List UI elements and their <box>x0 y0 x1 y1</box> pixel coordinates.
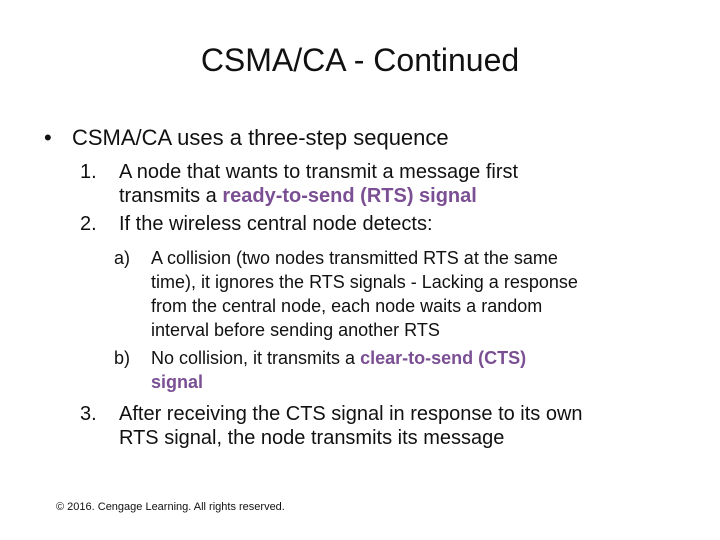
sub-item-body <box>151 246 691 342</box>
sub-item-line <box>151 346 691 370</box>
slide-title: CSMA/CA - Continued <box>200 42 520 78</box>
step-number: 3. <box>80 403 97 425</box>
copyright-footer: © 2016. Cengage Learning. All rights reserved. <box>56 501 285 513</box>
cts-highlight: clear-to-send (CTS) <box>360 348 527 368</box>
sub-item-letter: a) <box>114 248 131 268</box>
sub-item-letter: b) <box>114 348 131 368</box>
sub-item-body <box>151 346 691 394</box>
step-body: If the wireless central node detects: <box>119 213 433 235</box>
sub-item-line: interval before sending another RTS <box>151 320 440 340</box>
step-body <box>119 402 699 450</box>
step-body <box>119 160 699 208</box>
bullet-dot: • <box>44 125 52 150</box>
step-line: A node that wants to transmit a message first <box>119 161 519 183</box>
sub-item-line: time), it ignores the RTS signals - Lacking a response <box>151 272 578 292</box>
rts-highlight: ready-to-send (RTS) signal <box>222 185 477 207</box>
sub-item-line: from the central node, each node waits a random <box>151 296 543 316</box>
step-line: RTS signal, the node transmits its message <box>119 427 505 449</box>
cts-highlight-continued: signal <box>151 372 204 392</box>
step-line-2 <box>119 184 699 208</box>
sub-item-prefix: No collision, it transmits a <box>151 348 361 368</box>
step-number: 2. <box>80 213 97 235</box>
step-number: 1. <box>80 161 97 183</box>
sub-item-line: A collision (two nodes transmitted RTS at the same <box>151 248 558 268</box>
step-line: After receiving the CTS signal in response to its own <box>119 403 583 425</box>
step-line-text: transmits a <box>119 185 223 207</box>
bullet-text: CSMA/CA uses a three-step sequence <box>72 125 449 150</box>
